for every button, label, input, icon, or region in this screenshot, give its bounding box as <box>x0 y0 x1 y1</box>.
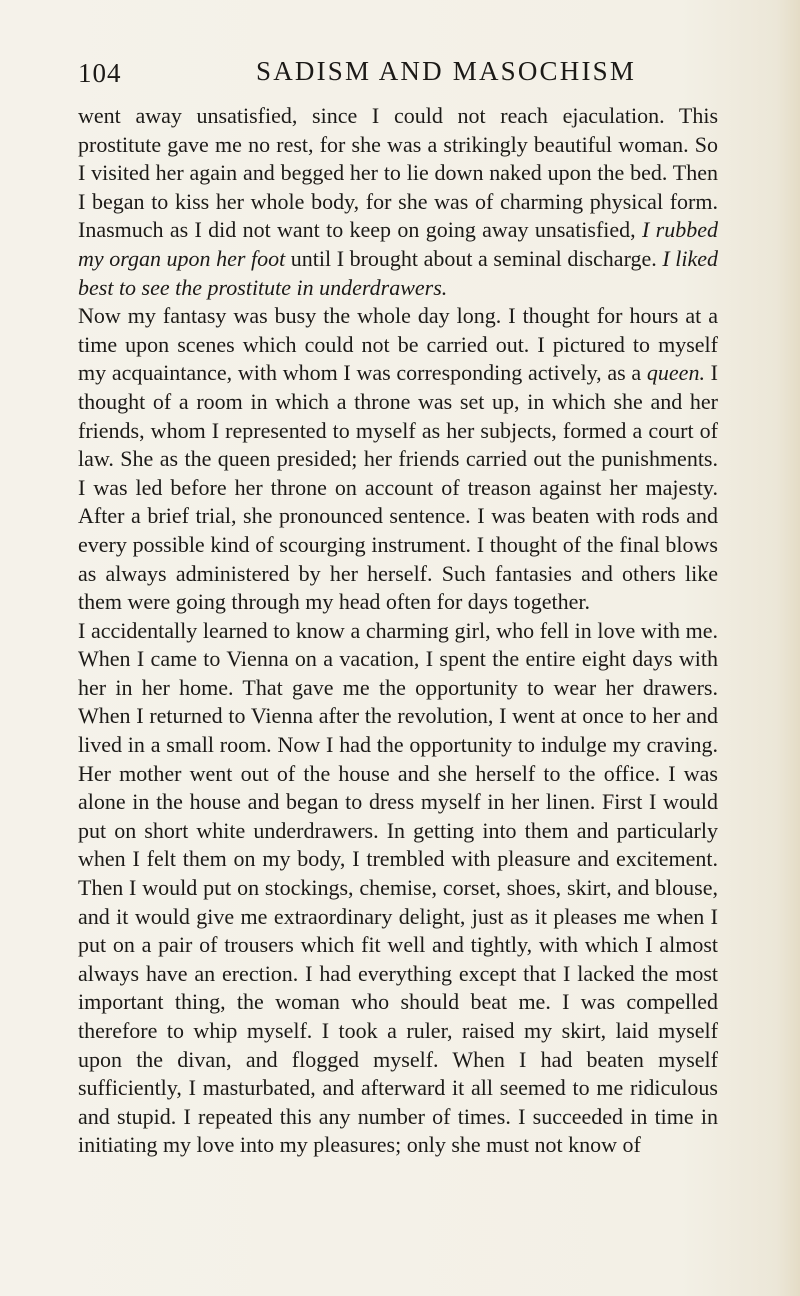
italic-segment: queen. <box>646 360 705 386</box>
text-segment: went away unsatisfied, since I could not reach ejaculation. This prostitute gave me no rest, for she was a strikingly beautiful woman. So I visited her again and begged her to lie down naked upon the bed. Then I began to kiss her whole body, for she was of charming physical form. Inasmuch as I did not want to keep on going away unsatisfied, <box>78 103 718 243</box>
page-header <box>78 56 718 96</box>
paragraph <box>78 102 718 302</box>
text-segment: I accidentally learned to know a charming girl, who fell in love with me. When I came to Vienna on a vacation, I spent the entire eight days with her in her home. That gave me the opportunity to wear her drawers. When I returned to Vienna after the revolution, I went at once to her and lived in a small room. Now I had the opportunity to indulge my craving. Her mother went out of the house and she herself to the office. I was alone in the house and began to dress myself in her linen. First I would put on short white underdrawers. In getting into them and particularly when I felt them on my body, I trembled with pleasure and excitement. Then I would put on stockings, chemise, corset, shoes, skirt, and blouse, and it would give me extraordinary delight, just as it pleases me when I put on a pair of trousers which fit well and tightly, with which I almost always have an erection. I had everything except that I lacked the most important thing, the woman who should beat me. I was compelled therefore to whip myself. I took a ruler, raised my skirt, laid myself upon the divan, and flogged myself. When I had beaten myself sufficiently, I masturbated, and afterward it all seemed to me ridiculous and stupid. I repeated this any number of times. I succeeded in time in initiating my love into my pleasures; only she must not know of <box>78 617 718 1158</box>
paragraph <box>78 617 718 1160</box>
paragraph <box>78 302 718 617</box>
text-segment: I thought of a room in which a throne was set up, in which she and her friends, whom I represented to myself as her subjects, formed a court of law. She as the queen presided; her friends carried out the punishments. I was led before her throne on account of treason against her majesty. After a brief trial, she pronounced sentence. I was beaten with rods and every possible kind of scourging instrument. I thought of the final blows as always administered by her herself. Such fantasies and others like them were going through my head often for days together. <box>78 360 718 615</box>
text-segment: Now my fantasy was busy the whole day long. I thought for hours at a time upon scenes which could not be carried out. I pictured to myself my acquaintance, with whom I was corresponding actively, as a <box>78 303 718 386</box>
italic-segment: I liked best to see the prostitute in underdrawers. <box>78 245 718 300</box>
page-number: 104 <box>78 58 122 88</box>
italic-segment: I rubbed my organ upon her foot <box>78 217 718 271</box>
running-head: SADISM AND MASOCHISM <box>256 56 637 86</box>
body-text <box>78 102 718 1160</box>
text-segment: until I brought about a seminal discharge. <box>285 245 663 271</box>
